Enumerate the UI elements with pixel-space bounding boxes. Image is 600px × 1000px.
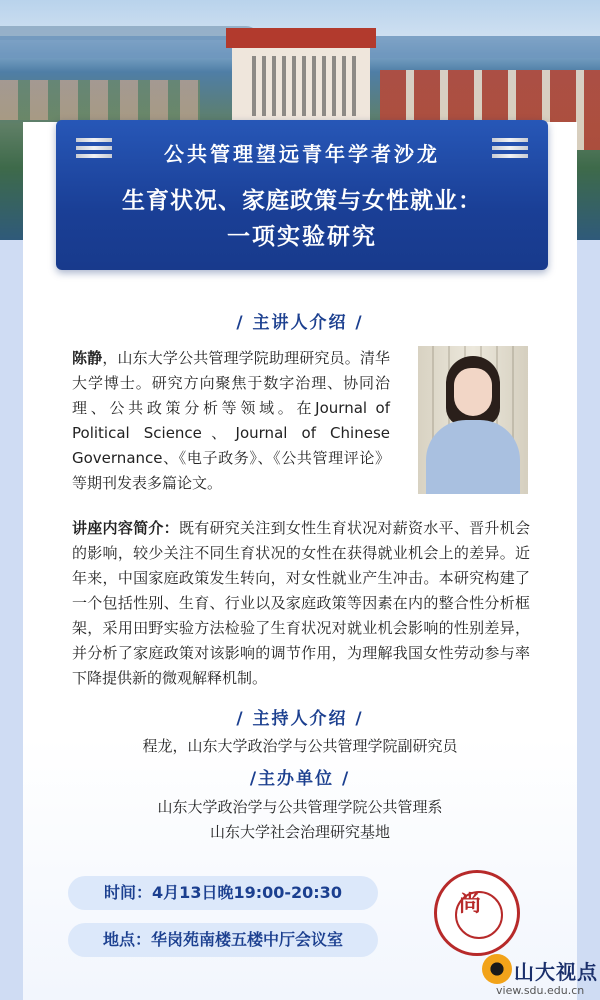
speaker-bio-text: ，山东大学公共管理学院助理研究员。清华大学博士。研究方向聚焦于数字治理、协同治理、公共政策分析等领域。在Journal of Political Science、Journal of Chinese Governance、《电子政务》、《公共管理评论》等期刊发表多篇论文。 [72,349,390,492]
speaker-heading: / 主讲人介绍 / [236,313,364,333]
host-heading: / 主持人介绍 / [236,709,364,729]
title-banner [56,120,548,270]
organizer-heading: /主办单位 / [249,769,351,789]
intro-text: 既有研究关注到女性生育状况对薪资水平、晋升机会的影响，较少关注不同生育状况的女性在获得就业机会上的差异。近年来，中国家庭政策发生转向，对女性就业产生冲击。本研究构建了一个包括性别、生育、行业以及家庭政策等因素在内的整合性分析框架，采用田野实验方法检验了生育状况对就业机会影响的性别差异，并分析了家庭政策对该影响的调节作用，为理解我国女性劳动参与率下降提供新的微观解释机制。 [72,519,530,687]
organizer-line2: 山东大学社会治理研究基地 [209,823,390,841]
series-title: 公共管理望远青年学者沙龙 [164,142,440,166]
lecture-title-line1: 生育状况、家庭政策与女性就业： [122,188,482,214]
speaker-bio [72,346,390,496]
watermark-url: view.sdu.edu.cn [496,984,585,997]
host-info: 程龙，山东大学政治学与公共管理学院副研究员 [142,737,458,755]
lecture-intro [72,516,530,691]
event-place: 地点：华岗苑南楼五楼中厅会议室 [102,930,343,949]
eye-icon [482,954,512,984]
speaker-photo [418,346,528,494]
intro-label: 讲座内容简介： [72,519,179,537]
watermark-brand: 山大视点 [514,960,598,984]
event-time: 时间：4月13日晚19:00-20:30 [104,883,342,902]
school-seal-logo: 尚 [434,870,520,956]
speaker-name: 陈静 [72,349,103,367]
time-pill [68,876,378,910]
organizer-line1: 山东大学政治学与公共管理学院公共管理系 [157,798,443,816]
place-pill [68,923,378,957]
watermark-logo [482,940,600,1000]
lecture-title-line2: 一项实验研究 [227,224,377,250]
